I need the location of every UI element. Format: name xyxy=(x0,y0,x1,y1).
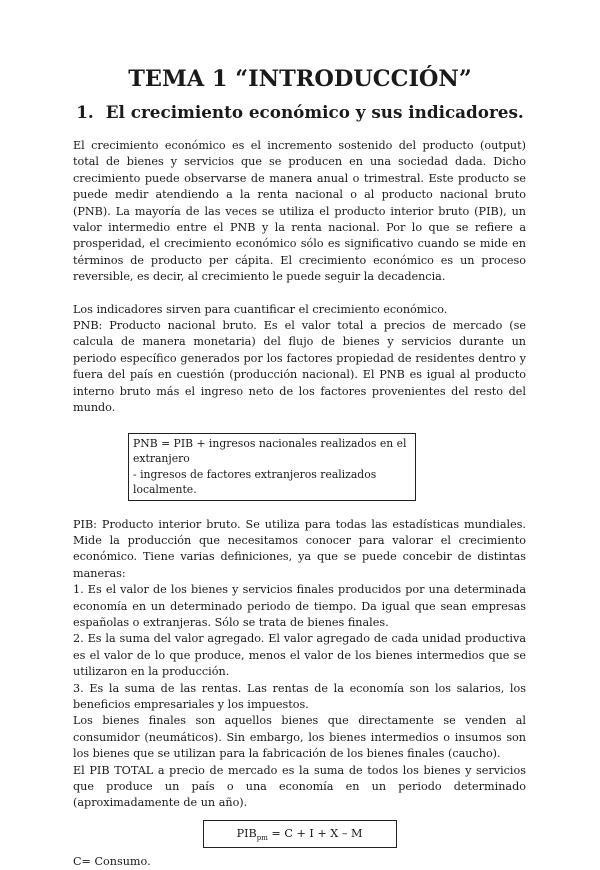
pib-formula-box xyxy=(203,820,397,848)
pib-formula-lhs: PIB xyxy=(236,826,257,840)
pib-formula-subscript: pm xyxy=(256,834,268,843)
pnb-formula-line1: PNB = PIB + ingresos nacionales realizados en el extranjero xyxy=(133,436,407,465)
paragraph-final-goods: Los bienes finales son aquellos bienes que directamente se venden al consumidor (neumáticos). Sin embargo, los bienes intermedios o insumos son los bienes que se utilizan para la fabricación de los bienes finales (caucho). xyxy=(73,714,526,761)
paragraph-pib-total: El PIB TOTAL a precio de mercado es la suma de todos los bienes y servicios que produce un país o una economía en un periodo determinado (aproximadamente de un año). xyxy=(73,763,526,810)
paragraph-pib: PIB: Producto interior bruto. Se utiliza para todas las estadísticas mundiales. Mide la producción que necesitamos conocer para valorar el crecimiento económico. Tiene varias definiciones, ya que se puede concebir de distintas maneras: xyxy=(73,517,526,580)
document-title: TEMA 1 “INTRODUCCIÓN” xyxy=(128,66,472,92)
paragraph-definition-3: 3. Es la suma de las rentas. Las rentas de la economía son los salarios, los beneficios empresariales y los impuestos. xyxy=(73,681,526,711)
document-body xyxy=(73,138,526,870)
pib-formula-rhs: = C + I + X – M xyxy=(267,826,363,840)
section-title: El crecimiento económico y sus indicadores. xyxy=(105,102,524,122)
paragraph-pnb: PNB: Producto nacional bruto. Es el valor total a precios de mercado (se calcula de manera monetaria) del flujo de bienes y servicios durante un periodo específico generados por los factores propiedad de residentes dentro y fuera del país en cuestión (producción nacional). El PNB es igual al producto interno bruto más el ingreso neto de los factores provenientes del resto del mundo. xyxy=(73,319,526,415)
paragraph-consumo: C= Consumo. xyxy=(73,854,151,868)
section-heading xyxy=(0,104,600,120)
section-number: 1. xyxy=(76,102,94,122)
pnb-formula-box xyxy=(128,433,416,501)
paragraph-intro: El crecimiento económico es el incremento sostenido del producto (output) total de bienes y servicios que se producen en una sociedad dada. Dicho crecimiento puede observarse de manera anual o trimestral. Este producto se puede medir atendiendo a la renta nacional o al producto nacional bruto (PNB). La mayoría de las veces se utiliza el producto interior bruto (PIB), un valor intermedio entre el PNB y la renta nacional. Por lo que se refiere a prosperidad, el crecimiento económico sólo es significativo cuando se mide en términos de producto per cápita. El crecimiento económico es un proceso reversible, es decir, al crecimiento le puede seguir la decadencia. xyxy=(73,139,526,284)
paragraph-definition-1: 1. Es el valor de los bienes y servicios finales producidos por una determinada economía en un determinado periodo de tiempo. Da igual que sean empresas españolas o extranjeras. Sólo se trata de bienes finales. xyxy=(73,583,526,629)
paragraph-indicators: Los indicadores sirven para cuantificar el crecimiento económico. xyxy=(73,302,448,316)
pnb-formula-line2: - ingresos de factores extranjeros realizados localmente. xyxy=(133,467,377,496)
paragraph-definition-2: 2. Es la suma del valor agregado. El valor agregado de cada unidad productiva es el valor de lo que produce, menos el valor de los bienes intermedios que se utilizaron en la producción. xyxy=(73,632,526,679)
